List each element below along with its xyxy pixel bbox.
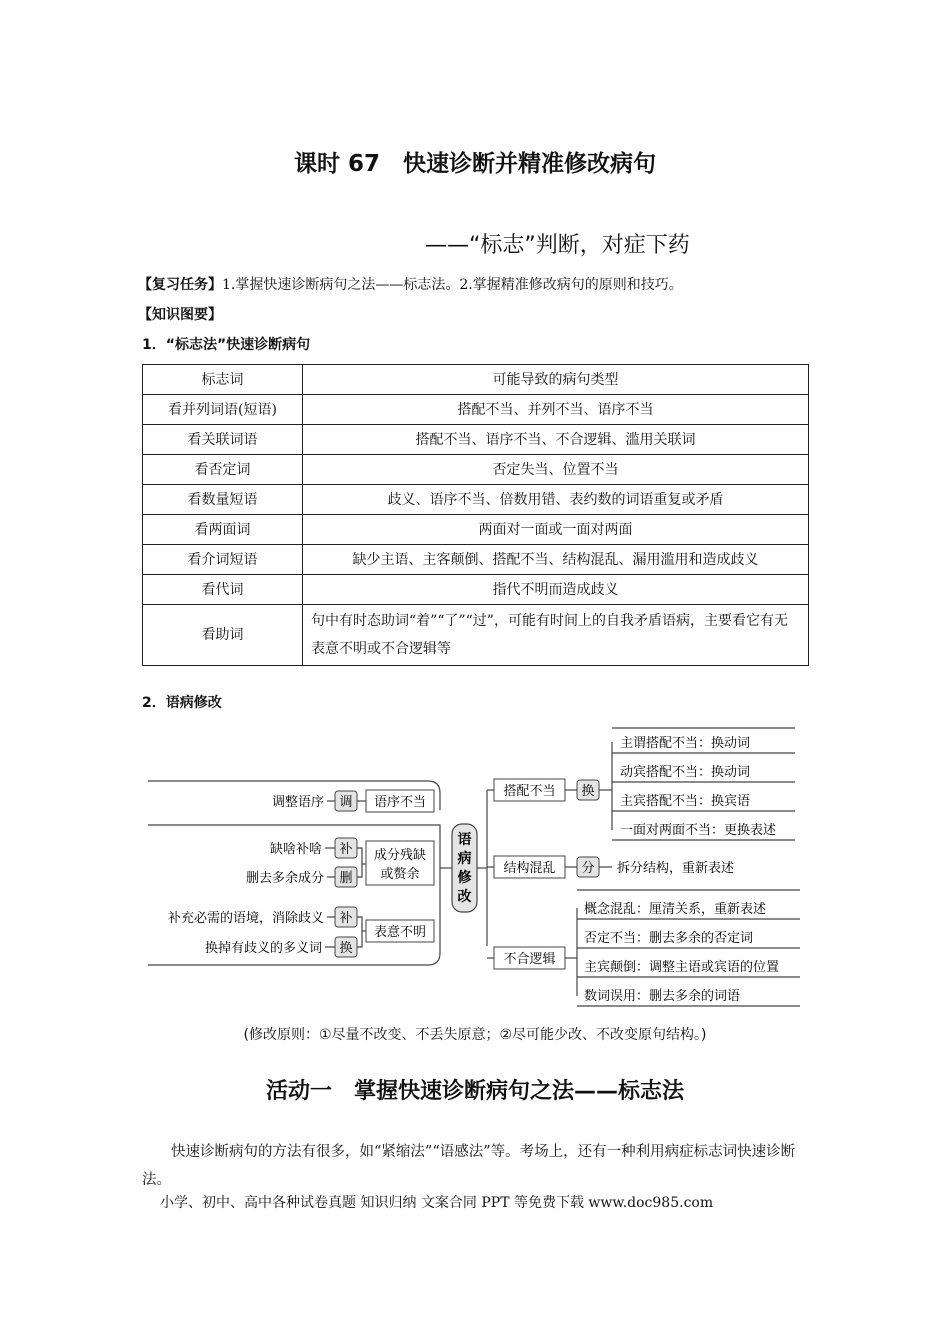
adjust-order-text: 调整语序: [271, 795, 324, 810]
logic-box-label: 不合逻辑: [503, 952, 556, 967]
table-cell: 看代词: [143, 575, 303, 605]
table-row: [143, 545, 809, 575]
table-cell: 看两面词: [143, 515, 303, 545]
review-text: 1.掌握快速诊断病句之法——标志法。2.掌握精准修改病句的原则和技巧。: [222, 277, 683, 293]
table-cell: 看并列词语(短语): [143, 395, 303, 425]
revision-mindmap: [0, 720, 950, 1020]
page-title: 课时 67 快速诊断并精准修改病句: [293, 151, 656, 177]
delete-text: 删去多余成分: [245, 871, 324, 886]
replace-text: 换掉有歧义的多义词: [204, 941, 322, 956]
missing-box-label: 成分残缺: [373, 848, 427, 863]
logic-item: 否定不当：删去多余的否定词: [584, 931, 754, 946]
replace-badge-label: 换: [339, 941, 353, 956]
delete-badge-label: 删: [339, 871, 353, 886]
unclear-box-label: 表意不明: [373, 925, 427, 940]
table-header-row: [143, 365, 809, 395]
table-row: [143, 395, 809, 425]
match-item: 主宾搭配不当：换宾语: [620, 794, 751, 809]
match-badge-label: 换: [581, 784, 595, 799]
table-row: [143, 425, 809, 455]
structure-badge-label: 分: [581, 861, 595, 876]
logic-item: 概念混乱：厘清关系，重新表述: [584, 902, 767, 917]
table-row: [143, 455, 809, 485]
fill-badge-label: 补: [339, 842, 353, 857]
center-char: 修: [457, 870, 472, 886]
table-cell: 看介词短语: [143, 545, 303, 575]
structure-text: 拆分结构，重新表述: [617, 861, 735, 876]
order-box-label: 语序不当: [373, 795, 427, 810]
match-item: 一面对两面不当：更换表述: [620, 823, 777, 838]
section1-title: 1．“标志法”快速诊断病句: [142, 337, 311, 353]
table-cell: 搭配不当、语序不当、不合逻辑、滥用关联词: [303, 425, 809, 455]
logic-item: 数词误用：删去多余的词语: [584, 989, 741, 1004]
table-cell: 看助词: [143, 605, 303, 666]
table-header: 可能导致的病句类型: [303, 365, 809, 395]
table-cell: 看否定词: [143, 455, 303, 485]
table-cell: 否定失当、位置不当: [303, 455, 809, 485]
table-row: [143, 485, 809, 515]
table-row: [143, 515, 809, 545]
section2-title: 2．语病修改: [142, 695, 222, 711]
intro-paragraph: 快速诊断病句的方法有很多，如“紧缩法”“语感法”等。考场上，还有一种利用病症标志词快速诊断法。: [142, 1144, 796, 1188]
activity-title: 活动一 掌握快速诊断病句之法——标志法: [265, 1079, 684, 1104]
review-label: 【复习任务】: [138, 277, 222, 293]
table-cell: 歧义、语序不当、倍数用错、表约数的词语重复或矛盾: [303, 485, 809, 515]
review-task: [138, 274, 683, 294]
page-subtitle: ——“标志”判断，对症下药: [425, 233, 690, 258]
structure-box-label: 结构混乱: [503, 861, 556, 876]
table-cell: 看关联词语: [143, 425, 303, 455]
table-cell: 看数量短语: [143, 485, 303, 515]
table-cell: 搭配不当、并列不当、语序不当: [303, 395, 809, 425]
center-char: 语: [457, 832, 472, 848]
match-item: 主谓搭配不当：换动词: [620, 736, 751, 751]
table-header: 标志词: [143, 365, 303, 395]
fill-text: 缺啥补啥: [269, 842, 322, 857]
table-cell: 句中有时态助词“着”“了”“过”，可能有时间上的自我矛盾语病，主要看它有无表意不明或不合逻辑等: [303, 605, 809, 666]
table-cell: 指代不明而造成歧义: [303, 575, 809, 605]
adjust-badge-label: 调: [339, 795, 353, 810]
table-cell: 缺少主语、主客颠倒、搭配不当、结构混乱、漏用滥用和造成歧义: [303, 545, 809, 575]
keyword-table: [142, 364, 809, 666]
table-cell: 两面对一面或一面对两面: [303, 515, 809, 545]
missing-box-label: 或赘余: [380, 867, 420, 882]
center-char: 改: [457, 889, 472, 905]
page-footer: 小学、初中、高中各种试卷真题 知识归纳 文案合同 PPT 等免费下载 www.doc985.com: [160, 1195, 714, 1211]
context-badge-label: 补: [339, 911, 353, 926]
context-text: 补充必需的语境，消除歧义: [167, 911, 324, 926]
match-item: 动宾搭配不当：换动词: [620, 765, 751, 780]
knowledge-label: 【知识图要】: [138, 307, 222, 323]
match-box-label: 搭配不当: [503, 784, 556, 799]
center-char: 病: [457, 851, 472, 867]
table-row: [143, 575, 809, 605]
table-row: [143, 605, 809, 666]
revision-principle-note: (修改原则：①尽量不改变、不丢失原意；②尽可能少改、不改变原句结构。): [243, 1027, 707, 1043]
logic-item: 主宾颠倒：调整主语或宾语的位置: [584, 960, 780, 975]
